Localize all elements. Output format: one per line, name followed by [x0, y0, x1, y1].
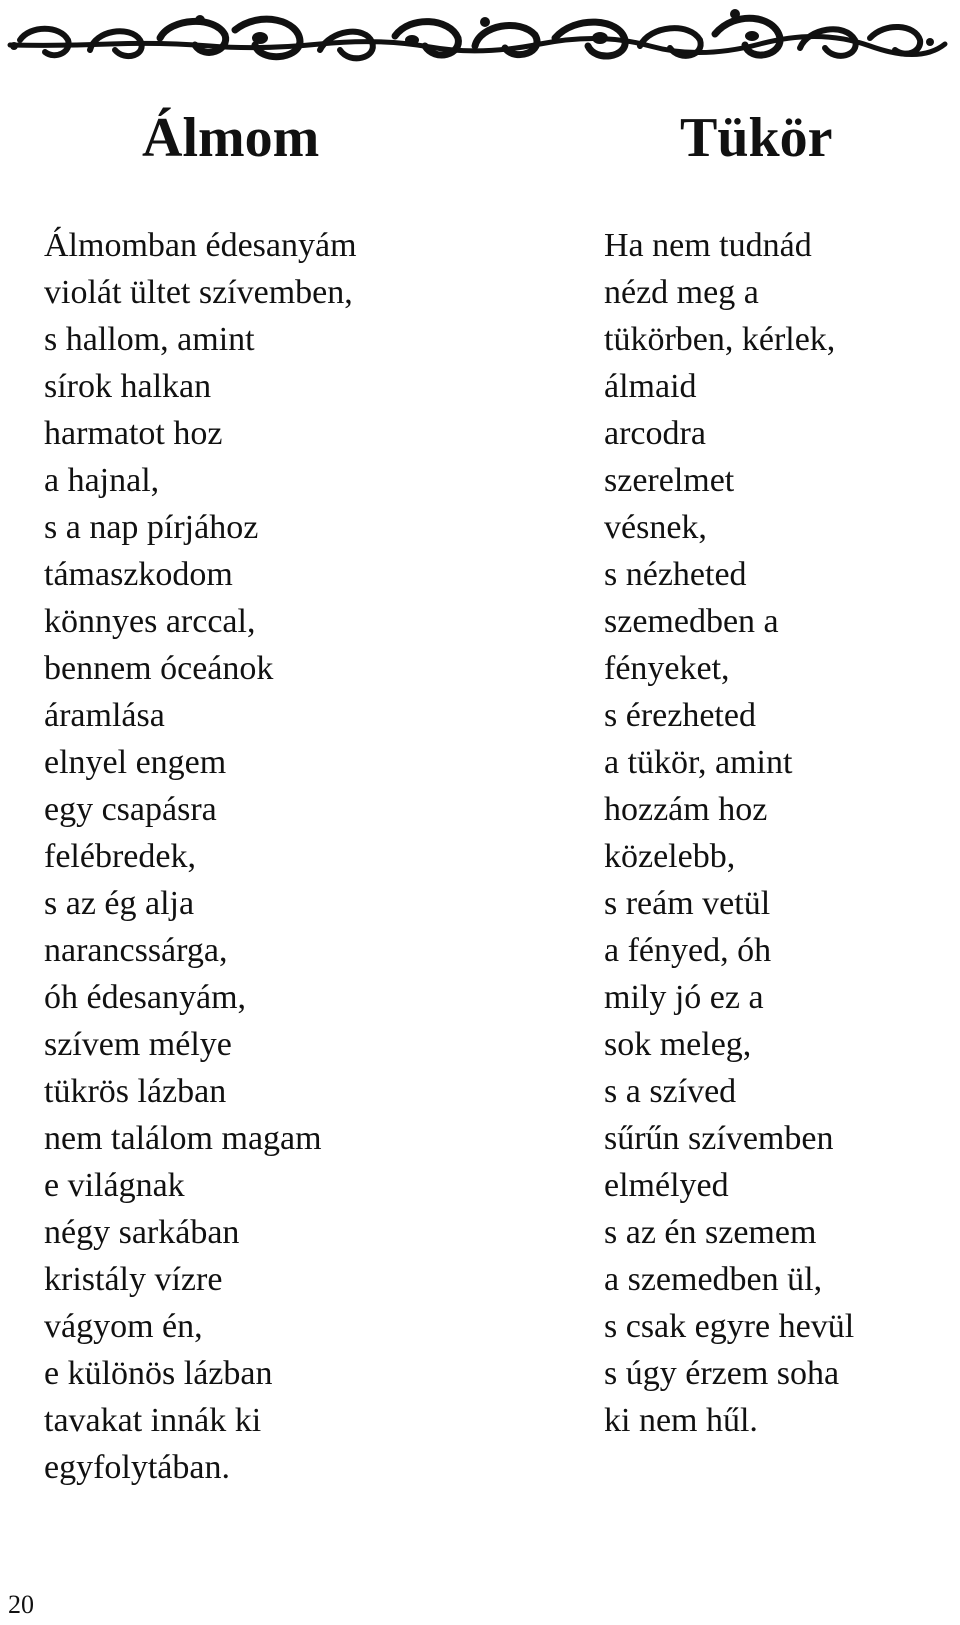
poem-line: harmatot hoz: [44, 415, 223, 452]
poem-line: bennem óceánok: [44, 650, 274, 687]
poem-line: e világnak: [44, 1167, 185, 1204]
poem-line: négy sarkában: [44, 1214, 240, 1251]
poem-line: arcodra: [604, 415, 706, 452]
poem-line: violát ültet szívemben,: [44, 274, 353, 311]
poem-line: Ha nem tudnád: [604, 227, 812, 264]
poem-line: a szemedben ül,: [604, 1261, 823, 1298]
poem-line: a tükör, amint: [604, 744, 793, 781]
poem-line: vágyom én,: [44, 1308, 203, 1345]
poem-line: narancssárga,: [44, 932, 228, 969]
poem-line: elmélyed: [604, 1167, 729, 1204]
poem-line: sok meleg,: [604, 1026, 752, 1063]
poem-line: áramlása: [44, 697, 165, 734]
page-number: 20: [8, 1590, 34, 1619]
poem-line: szerelmet: [604, 462, 735, 499]
poem-line: kristály vízre: [44, 1261, 223, 1298]
poem-line: egy csapásra: [44, 791, 217, 828]
poem-line: s úgy érzem soha: [604, 1355, 840, 1392]
poem-line: s reám vetül: [604, 885, 771, 922]
poem-line: s érezheted: [604, 697, 756, 734]
poem-line: szemedben a: [604, 603, 779, 640]
poem-line: álmaid: [604, 368, 697, 405]
poem-line: tavakat innák ki: [44, 1402, 262, 1439]
poem-line: Álmomban édesanyám: [44, 227, 357, 264]
poem-line: támaszkodom: [44, 556, 233, 593]
poem-line: s nézheted: [604, 556, 747, 593]
poem-line: tükrös lázban: [44, 1073, 227, 1110]
poem-line: s a szíved: [604, 1073, 737, 1110]
poem-almom: [44, 100, 464, 1491]
poem-line: nem találom magam: [44, 1120, 322, 1157]
poem-line: s a nap pírjához: [44, 509, 259, 546]
poem-verse: [44, 222, 464, 1491]
poem-line: sűrűn szívemben: [604, 1120, 834, 1157]
poem-line: egyfolytában.: [44, 1449, 230, 1486]
poem-line: közelebb,: [604, 838, 736, 875]
poem-line: ki nem hűl.: [604, 1402, 758, 1439]
poem-line: s csak egyre hevül: [604, 1308, 855, 1345]
poem-line: vésnek,: [604, 509, 707, 546]
poem-title: Tükör: [680, 107, 833, 169]
poem-line: hozzám hoz: [604, 791, 768, 828]
poem-line: szívem mélye: [44, 1026, 232, 1063]
poem-line: a hajnal,: [44, 462, 160, 499]
poem-line: nézd meg a: [604, 274, 759, 311]
poem-line: sírok halkan: [44, 368, 212, 405]
poem-line: felébredek,: [44, 838, 196, 875]
poem-line: könnyes arccal,: [44, 603, 256, 640]
poem-line: s hallom, amint: [44, 321, 255, 358]
decorative-scroll-ornament: [0, 0, 960, 82]
poem-title: Álmom: [142, 107, 320, 169]
poem-line: tükörben, kérlek,: [604, 321, 836, 358]
poem-line: óh édesanyám,: [44, 979, 247, 1016]
poem-line: e különös lázban: [44, 1355, 273, 1392]
poem-tukor: [604, 100, 944, 1444]
poem-line: s az én szemem: [604, 1214, 817, 1251]
poem-line: fényeket,: [604, 650, 730, 687]
poem-line: a fényed, óh: [604, 932, 772, 969]
poem-line: s az ég alja: [44, 885, 195, 922]
poem-line: elnyel engem: [44, 744, 227, 781]
poem-line: mily jó ez a: [604, 979, 764, 1016]
poem-verse: [604, 222, 944, 1444]
